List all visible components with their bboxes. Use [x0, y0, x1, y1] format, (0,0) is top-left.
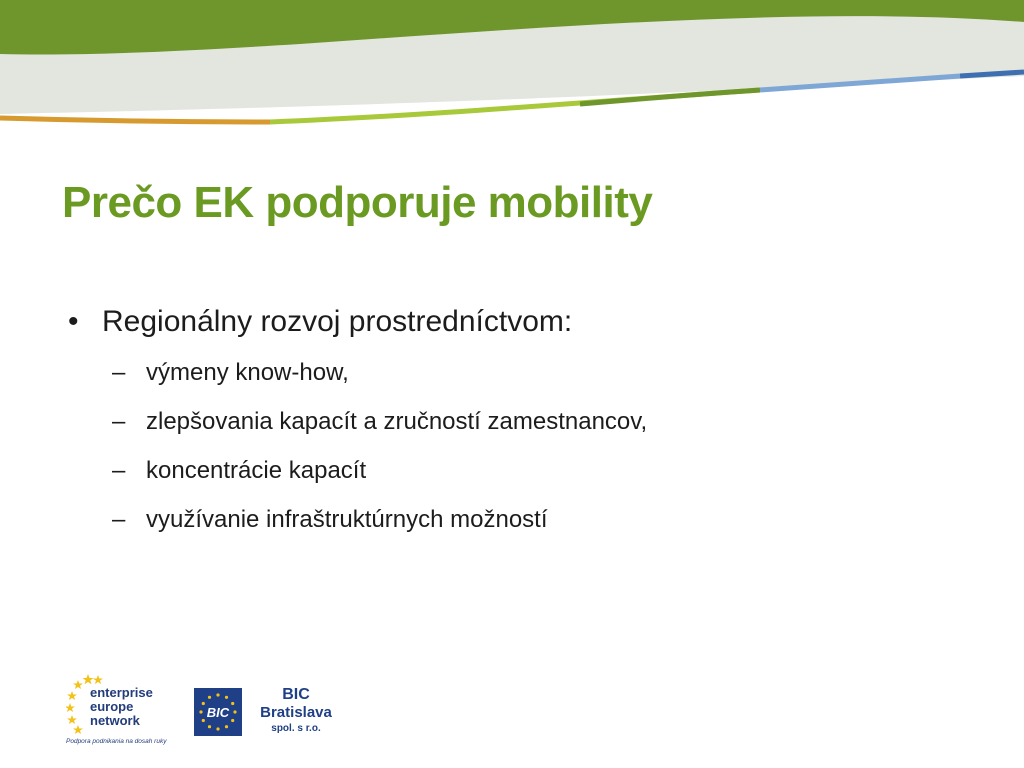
- een-line-1: enterprise: [90, 685, 153, 700]
- dash-marker: –: [112, 359, 126, 386]
- sub-bullet-item: [62, 495, 992, 544]
- een-line-2: europe: [90, 699, 134, 714]
- een-line-3: network: [90, 713, 140, 728]
- een-wordmark: [90, 686, 153, 728]
- sub-bullet-text: využívanie infraštruktúrnych možností: [146, 506, 548, 533]
- sub-bullet-list: [62, 348, 992, 544]
- bic-line-1: BIC: [282, 686, 310, 703]
- slide-title: Prečo EK podporuje mobility: [62, 178, 653, 227]
- bullet-main: [62, 300, 992, 344]
- sub-bullet-item: [62, 446, 992, 495]
- bullet-main-text: Regionálny rozvoj prostredníctvom:: [102, 305, 573, 338]
- dash-marker: –: [112, 506, 126, 533]
- bullet-list: [62, 300, 992, 544]
- bic-flag-text: BIC: [206, 705, 230, 720]
- sub-bullet-text: koncentrácie kapacít: [146, 457, 367, 484]
- sub-bullet-item: [62, 397, 992, 446]
- dash-marker: –: [112, 408, 126, 435]
- een-tagline: Podpora podnikania na dosah ruky: [66, 738, 167, 745]
- sub-bullet-item: [62, 348, 992, 397]
- eu-flag-icon: [194, 688, 242, 736]
- bic-bratislava-logo: [194, 686, 354, 740]
- bic-line-2: Bratislava: [260, 704, 332, 721]
- bullet-marker: •: [68, 305, 79, 338]
- enterprise-europe-network-logo: [66, 672, 176, 752]
- sub-bullet-text: výmeny know-how,: [146, 359, 349, 386]
- header-banner: [0, 0, 1024, 130]
- dash-marker: –: [112, 457, 126, 484]
- bic-wordmark: [246, 686, 346, 736]
- sub-bullet-text: zlepšovania kapacít a zručností zamestnancov,: [146, 408, 648, 435]
- bic-line-3: spol. s r.o.: [271, 723, 321, 734]
